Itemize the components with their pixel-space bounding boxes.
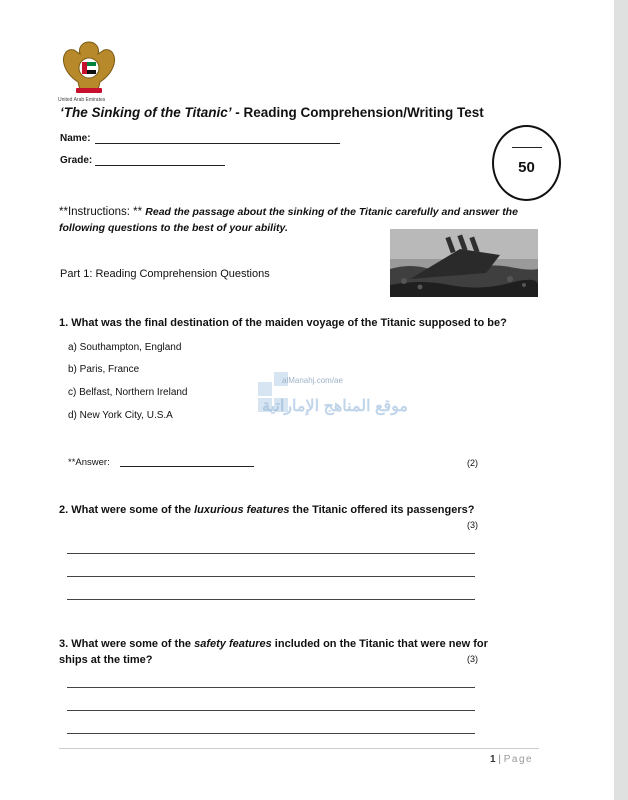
watermark-url: alManahj.com/ae [282,376,343,385]
footer-divider [59,748,539,749]
page-word: Page [503,754,534,765]
q1-option-a: a) Southampton, England [68,342,182,353]
q1-marks: (2) [467,458,478,468]
q3-answer-line-3[interactable] [67,733,475,734]
page-footer [490,754,533,765]
score-circle [492,125,561,201]
score-total: 50 [518,159,535,176]
uae-emblem-icon [58,38,120,98]
q1-option-d: d) New York City, U.S.A [68,410,173,421]
q1-option-b: b) Paris, France [68,364,140,375]
emblem-caption: United Arab Emirates [58,97,106,103]
question-2 [59,502,474,518]
instructions-text: Read the passage about the sinking of the Titanic carefully and answer the following questions to the best of your ability. [59,206,518,234]
instructions-prefix: **Instructions: ** [59,206,146,218]
footer-separator: | [498,754,501,765]
q3-answer-line-2[interactable] [67,710,475,711]
q2-text-pre: 2. What were some of the [59,504,195,516]
q1-answer-label: **Answer: [68,457,110,468]
titanic-sinking-image [390,229,538,297]
q2-answer-line-3[interactable] [67,599,475,600]
q3-text-line2: ships at the time? [59,654,153,666]
score-blank[interactable] [512,147,542,148]
grade-label: Grade: [60,155,93,166]
q3-text-em: safety features [194,638,272,650]
q2-answer-line-2[interactable] [67,576,475,577]
title-italic: ‘The Sinking of the Titanic’ [60,105,232,120]
q2-answer-line-1[interactable] [67,553,475,554]
title-rest: - Reading Comprehension/Writing Test [231,105,484,120]
q2-text-em: luxurious features [194,504,290,516]
part1-heading: Part 1: Reading Comprehension Questions [60,268,270,280]
q2-marks: (3) [467,520,478,530]
name-label: Name: [60,133,91,144]
page-title [60,105,484,120]
q1-answer-field[interactable] [120,466,254,467]
q1-option-c: c) Belfast, Northern Ireland [68,387,188,398]
q3-text-pre: 3. What were some of the [59,638,195,650]
page-number: 1 [490,754,496,765]
viewer-background [614,0,628,800]
question-1: 1. What was the final destination of the maiden voyage of the Titanic supposed to be? [59,317,507,329]
q3-text-post: included on the Titanic that were new for [271,638,488,650]
name-field[interactable] [95,143,340,144]
q3-marks: (3) [467,654,478,664]
watermark-text: موقع المناهج الإماراتية [262,398,408,415]
q3-answer-line-1[interactable] [67,687,475,688]
grade-field[interactable] [95,165,225,166]
q2-text-post: the Titanic offered its passengers? [289,504,475,516]
question-3 [59,636,488,668]
